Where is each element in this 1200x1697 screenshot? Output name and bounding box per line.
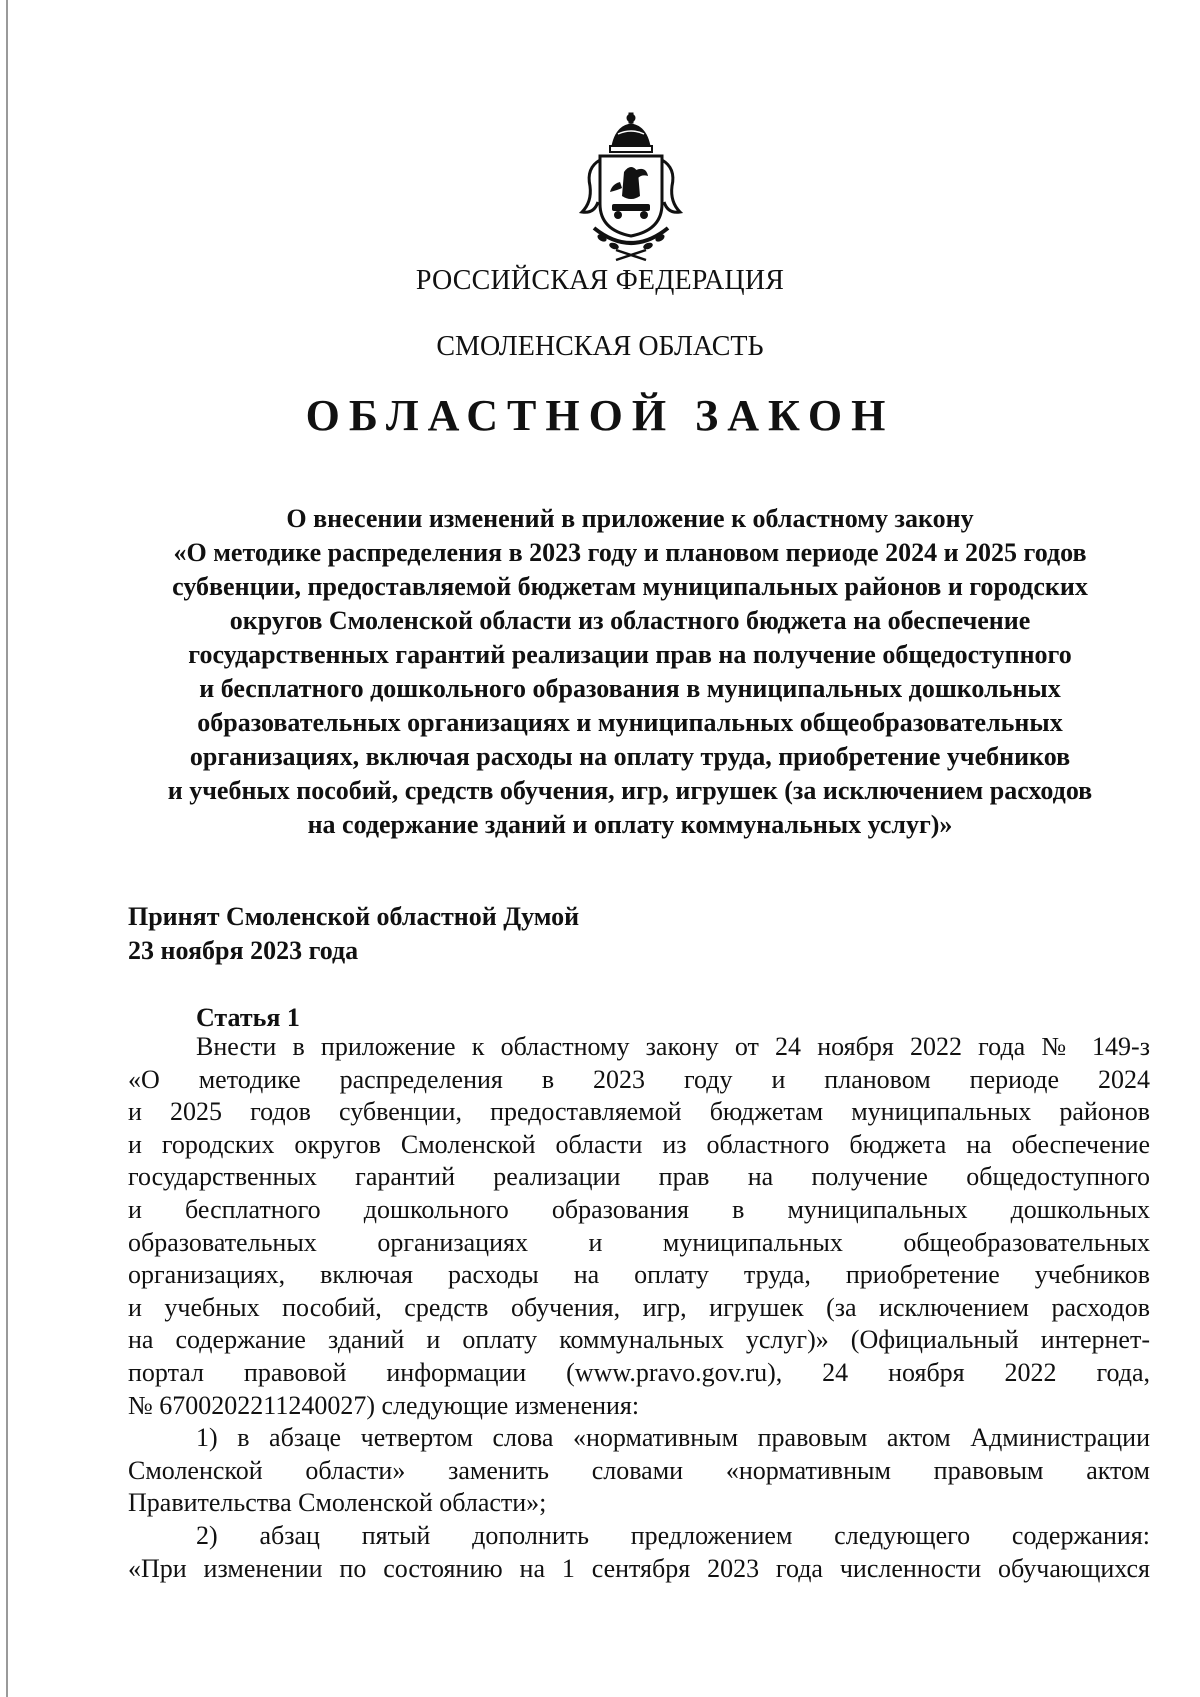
article-line: Смоленской области» заменить словами «нормативным правовым актом: [128, 1455, 1150, 1485]
article-line: и 2025 годов субвенции, предоставляемой бюджетам муниципальных районов: [128, 1097, 1150, 1127]
region-name: СМОЛЕНСКАЯ ОБЛАСТЬ: [436, 331, 764, 362]
article-line: Внести в приложение к областному закону от 24 ноября 2022 года № 149-з: [196, 1032, 1150, 1061]
adoption-note: [128, 900, 579, 968]
coat-of-arms-icon: [572, 112, 690, 264]
article-heading: Статья 1: [196, 1003, 300, 1032]
article-line: Правительства Смоленской области»;: [128, 1488, 547, 1518]
article-line: организациях, включая расходы на оплату труда, приобретение учебников: [128, 1260, 1150, 1290]
adopted-by: Принят Смоленской областной Думой: [128, 902, 580, 931]
article-line: портал правовой информации (www.pravo.gov.ru), 24 ноября 2022 года,: [128, 1357, 1150, 1387]
title-line: на содержание зданий и оплату коммунальных услуг)»: [307, 810, 953, 839]
article-line: «При изменении по состоянию на 1 сентября 2023 года численности обучающихся: [128, 1553, 1150, 1583]
article-line: и городских округов Смоленской области из областного бюджета на обеспечение: [128, 1129, 1150, 1159]
adoption-date: 23 ноября 2023 года: [128, 936, 359, 965]
title-line: субвенции, предоставляемой бюджетам муниципальных районов и городских: [172, 572, 1088, 601]
article-body: [128, 1031, 1150, 1585]
article-line: 2) абзац пятый дополнить предложением следующего содержания:: [196, 1520, 1150, 1550]
article-line: и бесплатного дошкольного образования в муниципальных дошкольных: [128, 1194, 1150, 1224]
scan-edge-line: [6, 0, 8, 1697]
law-title: [110, 502, 1150, 842]
article-line: № 6700202211240027) следующие изменения:: [128, 1390, 640, 1420]
article-line: образовательных организациях и муниципальных общеобразовательных: [128, 1227, 1150, 1257]
title-line: и бесплатного дошкольного образования в муниципальных дошкольных: [199, 674, 1061, 703]
title-line: образовательных организациях и муниципальных общеобразовательных: [197, 708, 1063, 737]
article-line: «О методике распределения в 2023 году и плановом периоде 2024: [128, 1064, 1150, 1094]
title-line: организациях, включая расходы на оплату труда, приобретение учебников: [189, 742, 1071, 771]
title-line: и учебных пособий, средств обучения, игр, игрушек (за исключением расходов: [167, 776, 1093, 805]
document-type-heading: ОБЛАСТНОЙ ЗАКОН: [305, 391, 895, 440]
article-line: 1) в абзаце четвертом слова «нормативным правовым актом Администрации: [196, 1423, 1150, 1453]
article-line: на содержание зданий и оплату коммунальных услуг)» (Официальный интернет-: [128, 1325, 1150, 1355]
article-line: государственных гарантий реализации прав на получение общедоступного: [128, 1162, 1150, 1192]
title-line: государственных гарантий реализации прав на получение общедоступного: [188, 640, 1072, 669]
title-line: О внесении изменений в приложение к областному закону: [286, 504, 974, 533]
country-name: РОССИЙСКАЯ ФЕДЕРАЦИЯ: [415, 265, 785, 296]
title-line: «О методике распределения в 2023 году и плановом периоде 2024 и 2025 годов: [173, 538, 1087, 567]
article-line: и учебных пособий, средств обучения, игр, игрушек (за исключением расходов: [128, 1292, 1150, 1322]
title-line: округов Смоленской области из областного бюджета на обеспечение: [229, 606, 1031, 635]
